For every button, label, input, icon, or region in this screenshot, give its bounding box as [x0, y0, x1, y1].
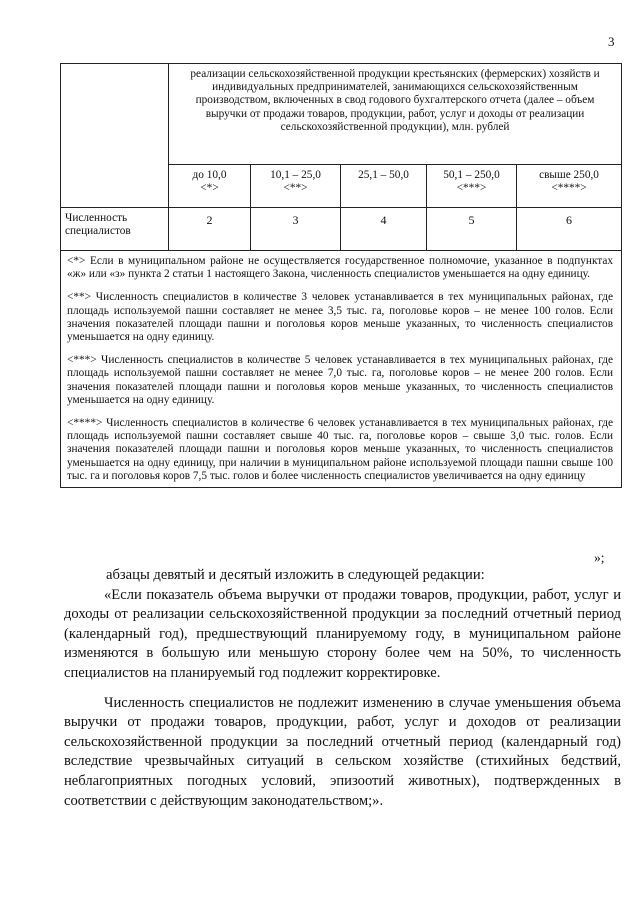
- revenue-header-cell: реализации сельскохозяйственной продукции крестьянских (фермерских) хозяйств и индивидуальных предпринимателей, занимающихся сельскохозяйственным производством, включенных в свод годового бухгалтерского отчета (далее – объем выручки от продажи товаров, продукции, работ, услуг и доходы от реализации сельскохозяйственной продукции), млн. рублей: [169, 64, 622, 165]
- page-number: 3: [608, 34, 615, 49]
- footnote: <**> Численность специалистов в количестве 3 человек устанавливается в тех муниципальных районах, где площадь используемой пашни составляет не менее 3,5 тыс. га, поголовье коров – не менее 100 голов. Если значения показателей площади пашни и поголовья коров меньше указанных, то численность специалистов уменьшается на одну единицу.: [67, 291, 614, 344]
- table-header-row: [61, 64, 622, 165]
- category-note-ref: <**>: [283, 182, 308, 195]
- category-cell: [341, 165, 427, 208]
- footnote: <***> Численность специалистов в количестве 5 человек устанавливается в тех муниципальных районах, где площадь используемой пашни составляет не менее 7,0 тыс. га, поголовье коров – не менее 200 голов. Если значения показателей площади пашни и поголовья коров меньше указанных, то численность специалистов уменьшается на одну единицу.: [67, 354, 614, 406]
- count-value: 3: [251, 208, 341, 251]
- specialists-table: [60, 63, 622, 488]
- closing-quote-mark: »;: [594, 550, 605, 565]
- count-value: 4: [341, 208, 427, 251]
- count-row: [61, 208, 622, 251]
- category-note-ref: <*>: [200, 182, 219, 195]
- category-range: свыше 250,0: [539, 169, 599, 181]
- notes-row: [61, 251, 622, 488]
- paragraph: Численность специалистов не подлежит изменению в случае уменьшения объема выручки от продажи товаров, продукции, работ, услуг и доходов от реализации сельскохозяйственной продукции за последний отчетный период (календарный год) вследствие чрезвычайных ситуаций в сельском хозяйстве (стихийных бедствий, неблагоприятных погодных условий, эпизоотий животных), подтвержденных в соответствии с действующим законодательством;».: [64, 694, 621, 809]
- category-cell: [251, 165, 341, 208]
- category-cell: [427, 165, 517, 208]
- row-label: Численность специалистов: [61, 208, 169, 251]
- category-range: 10,1 – 25,0: [270, 169, 321, 181]
- notes-cell: [61, 251, 622, 488]
- paragraph: «Если показатель объема выручки от продажи товаров, продукции, работ, услуг и доходы от реализации сельскохозяйственной продукции за последний отчетный период (календарный год), предшествующий планируемому году, в муниципальном районе изменяются в большую или меньшую сторону более чем на 50%, то численность специалистов на планируемый год подлежит корректировке.: [64, 586, 621, 681]
- count-value: 6: [517, 208, 622, 251]
- count-value: 2: [169, 208, 251, 251]
- empty-header-cell: [61, 64, 169, 208]
- footnote: <*> Если в муниципальном районе не осуществляется государственное полномочие, указанное в подпунктах «ж» или «з» пункта 2 статьи 1 настоящего Закона, численность специалистов уменьшается на одну единицу.: [67, 255, 614, 281]
- amendment-text: [64, 566, 621, 811]
- category-note-ref: <****>: [551, 182, 587, 195]
- category-range: до 10,0: [192, 169, 227, 181]
- category-range: 50,1 – 250,0: [443, 169, 500, 181]
- footnote: <****> Численность специалистов в количестве 6 человек устанавливается в тех муниципальных районах, где площадь используемой пашни составляет свыше 40 тыс. га, поголовье коров – свыше 3,0 тыс. голов. Если значения показателей площади пашни и поголовья коров меньше указанных, то численность специалистов уменьшается на одну единицу, при наличии в муниципальном районе используемой площади пашни свыше 100 тыс. га и поголовья коров 7,5 тыс. голов и более численность специалистов увеличивается на одну единицу: [67, 417, 614, 482]
- paragraph: абзацы девятый и десятый изложить в следующей редакции:: [106, 567, 485, 583]
- category-note-ref: <***>: [456, 182, 487, 195]
- category-cell: [517, 165, 622, 208]
- count-value: 5: [427, 208, 517, 251]
- category-cell: [169, 165, 251, 208]
- category-range: 25,1 – 50,0: [358, 169, 409, 181]
